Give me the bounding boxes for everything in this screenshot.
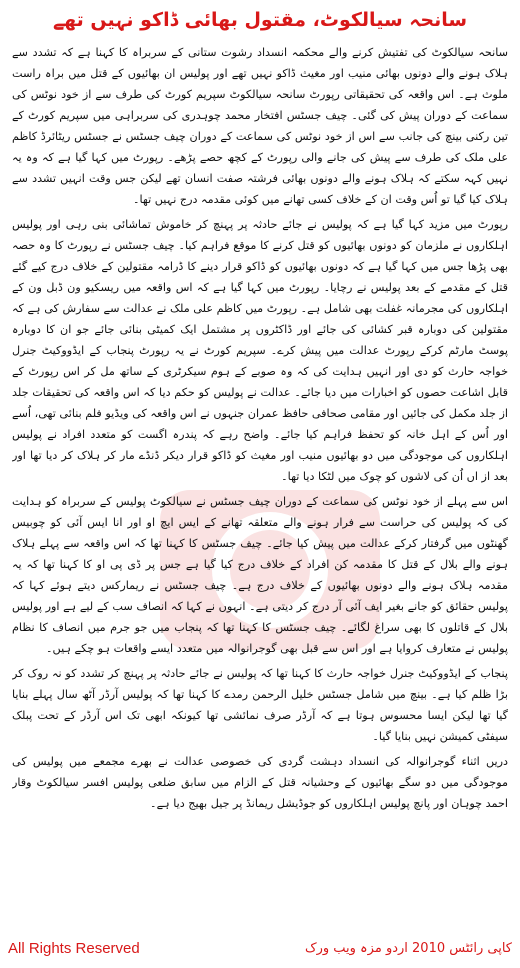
article-paragraph: پنجاب کے ایڈووکیٹ جنرل خواجہ حارث کا کہنا تھا کہ پولیس نے جائے حادثہ پر پہنچ کر تشدد کو نہ روک کر بڑا ظلم کیا ہے۔ بینچ میں شامل جسٹس خلیل الرحمن رمدے کا کہنا تھا کہ پولیس آرڈر آٹھ سال پہلے بنایا گیا تھا لیکن ایسا محسوس ہوتا ہے کہ آرڈر صرف نمائشی تھا کیونکہ ابھی تک اس آرڈر کے تحت پبلک سیفٹی کمیشن نہیں بنایا گیا۔ (12, 667, 508, 743)
article-title: سانحہ سیالکوٹ، مقتول بھائی ڈاکو نہیں تھے (52, 9, 468, 31)
rights-reserved-text: All Rights Reserved (8, 939, 140, 957)
article-body (12, 42, 508, 922)
copyright-text: کاپی رائٹس 2010 اردو مزہ ویب ورک (304, 940, 512, 956)
article-paragraph: رپورٹ میں مزید کہا گیا ہے کہ پولیس نے جائے حادثہ پر پہنچ کر خاموش تماشائی بنی رہی اور پولیس اہلکاروں نے ملزمان کو دونوں بھائیوں کو قتل کرنے کا موقع فراہم کیا۔ چیف جسٹس نے رپورٹ کا وہ حصہ بھی پڑھا جس میں کہا گیا ہے کہ دونوں بھائیوں کو ڈاکو قرار دینے کا ڈرامہ مقتولین کے خلاف درج کیے گئے قتل کے مقدمے کے بعد پولیس نے رچایا۔ رپورٹ میں کہا گیا ہے کہ اس واقعہ میں ریسکیو ون ڈبل ون کے اہلکاروں کی مجرمانہ غفلت بھی شامل ہے۔ رپورٹ میں کاظم علی ملک نے عدالت سے سفارش کی ہے کہ مقتولین کی دوبارہ قبر کشائی کی جائے اور ڈاکٹروں پر مشتمل ایک کمیٹی بنائی جائے جو ان کا دوبارہ پوسٹ مارٹم کرکے رپورٹ عدالت میں پیش کرے۔ سپریم کورٹ نے یہ رپورٹ پنجاب کے ایڈووکیٹ جنرل خواجہ حارث کو دی اور انہیں ہدایت کی کہ وہ صوبے کے ہوم سیکرٹری کے ساتھ مل کر اس رپورٹ کے قابل اشاعت حصوں کو اخبارات میں دیا جائے۔ عدالت نے پولیس کو حکم دیا کہ اس واقعہ کی تحقیقات جلد از جلد مکمل کی جائیں اور مقامی صحافی حافظ عمران جنہوں نے اس واقعہ کی ویڈیو فلم بنائی تھی، اُسے اور اُس کے اہل خانہ کو تحفظ فراہم کیا جائے۔ واضح رہے کہ پندرہ اگست کو متعدد افراد نے پولیس اہلکاروں کی موجودگی میں دو بھائیوں منیب اور مغیث کو ڈاکو قرار دیکر ڈنڈے مار کر ہلاک کر دیا تھا اور بعد از اں اُن کی لاشوں کو چوک میں لٹکا دیا تھا۔ (12, 218, 508, 483)
page-footer (8, 936, 512, 960)
article-paragraph: دریں اثناء گوجرانوالہ کی انسداد دہشت گردی کی خصوصی عدالت نے بھرے مجمعے میں پولیس کی موجودگی میں دو سگے بھائیوں کے وحشیانہ قتل کے الزام میں سابق ضلعی پولیس افسر سیالکوٹ وقار احمد چوہان اور پانچ پولیس اہلکاروں کو جوڈیشل ریمانڈ پر جیل بھیج دیا ہے۔ (12, 755, 508, 810)
article-paragraph: سانحہ سیالکوٹ کی تفتیش کرنے والے محکمہ انسداد رشوت ستانی کے سربراہ کا کہنا ہے کہ تشدد سے ہلاک ہونے والے دونوں بھائی منیب اور مغیث ڈاکو نہیں تھے اور پولیس ان بھائیوں کے قتل میں براہ راست ملوث ہے۔ اس واقعہ کی تحقیقاتی رپورٹ سانحہ سیالکوٹ سپریم کورٹ کی طرف سے از خود نوٹس کی سماعت کے دوران پیش کی گئی۔ چیف جسٹس افتخار محمد چوہدری کی سربراہی میں سپریم کورٹ کے تین رکنی بینچ کی جانب سے اس از خود نوٹس کی سماعت کے دوران چیف جسٹس نے جسٹس ریٹائرڈ کاظم علی ملک کی طرف سے پیش کی جانے والی رپورٹ کے کچھ حصے پڑھے۔ رپورٹ میں کہا گیا ہے کہ وہ یہ نہیں کہہ سکتے کہ ہلاک ہونے والے دونوں بھائی فرشتہ صفت انسان تھے لیکن جس وقت انہیں تشدد سے ہلاک کیا گیا تو اُس وقت ان کے خلاف کسی تھانے میں کوئی مقدمہ درج نہیں تھا۔ (12, 46, 508, 206)
article-paragraph: اس سے پہلے از خود نوٹس کی سماعت کے دوران چیف جسٹس نے سیالکوٹ پولیس کے سربراہ کو ہدایت کی کہ پولیس کی حراست سے فرار ہونے والے متعلقہ تھانے کے ایس ایچ او اور انا ایس آئی کو چوبیس گھنٹوں میں گرفتار کرکے عدالت میں پیش کیا جائے۔ چیف جسٹس کا کہنا تھا کہ اس واقعہ سے پہلے ہلاک ہونے والے بلال کے قتل کا مقدمہ کن افراد کے خلاف درج کیا گیا ہے جس پر ڈی پی او کا کہنا تھا کہ یہ مقدمہ ہلاک ہونے والے دونوں بھائیوں کے خلاف درج ہے۔ چیف جسٹس نے ریمارکس دیتے ہوئے کہا کہ پولیس حقائق کو جانے بغیر ایف آئی آر درج کر دیتی ہے۔ انہوں نے کہا کہ انصاف سب کے لیے ہے اور پولیس بلال کے قاتلوں کا بھی سراغ لگائے۔ چیف جسٹس کا کہنا تھا کہ پنجاب میں جو جرم میں انصاف کا نظام پولیس نے متعارف کروایا ہے اور اس سے قبل بھی گوجرانوالہ میں متعدد ایسے واقعات ہو چکے ہیں۔ (12, 495, 508, 655)
